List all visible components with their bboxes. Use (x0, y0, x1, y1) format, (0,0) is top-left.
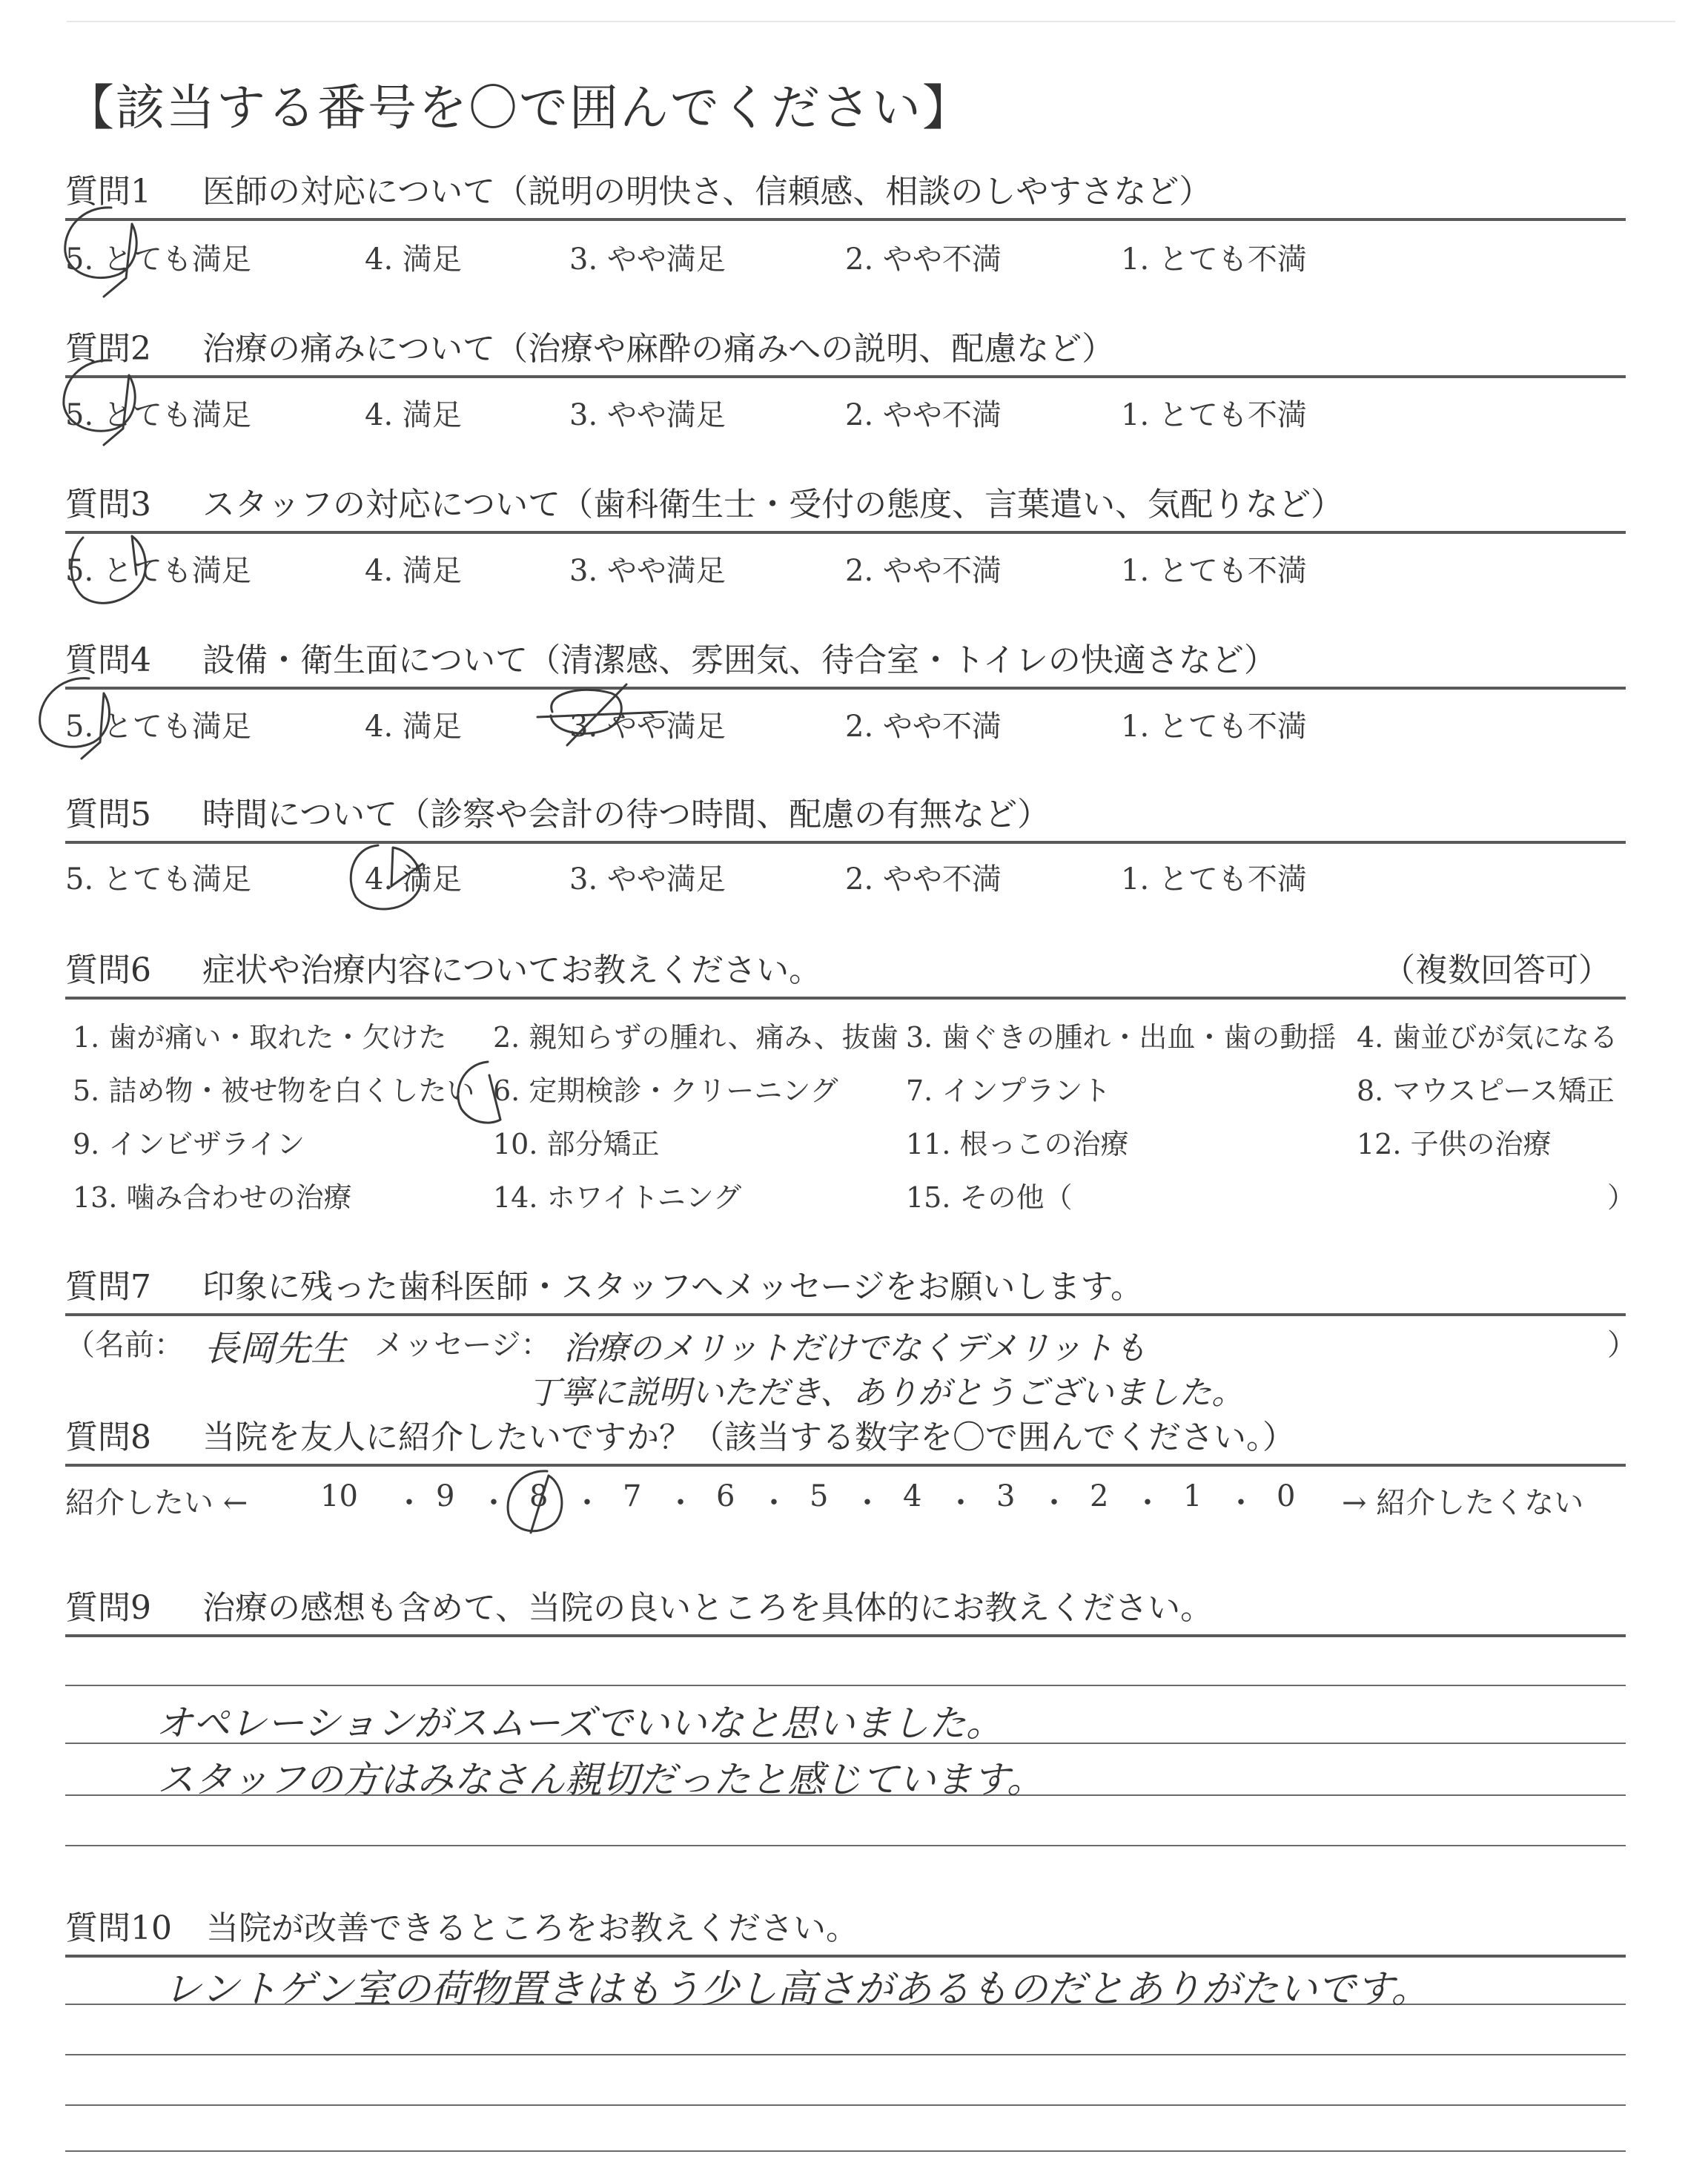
scale-value-6[interactable]: 6 (716, 1479, 735, 1513)
scale-separator: ・ (572, 1486, 602, 1520)
option-5[interactable]: 5. とても満足 (65, 554, 251, 588)
option-5[interactable]: 5. とても満足 (65, 862, 251, 896)
scale-separator: ・ (759, 1486, 789, 1520)
scale-value-4[interactable]: 4 (903, 1479, 922, 1513)
divider (65, 218, 1626, 221)
question-label: 質問8 (65, 1418, 151, 1456)
message-label: メッセージ： (374, 1328, 551, 1362)
option-1[interactable]: 1. とても不満 (1121, 710, 1307, 744)
question-text: 治療の痛みについて（治療や麻酔の痛みへの説明、配慮など） (202, 330, 1115, 368)
answer-line (65, 1685, 1626, 1686)
option-3[interactable]: 3. やや満足 (569, 710, 726, 744)
symptom-option-6[interactable]: 6. 定期検診・クリーニング (493, 1074, 838, 1107)
option-2[interactable]: 2. やや不満 (845, 710, 1002, 744)
option-2[interactable]: 2. やや不満 (845, 398, 1002, 432)
divider (65, 1464, 1626, 1467)
question-text: 当院が改善できるところをお教えください。 (206, 1909, 858, 1947)
question-label: 質問4 (65, 641, 151, 679)
option-4[interactable]: 4. 満足 (365, 242, 462, 277)
scale-separator: ・ (394, 1486, 424, 1520)
symptom-option-8[interactable]: 8. マウスピース矯正 (1357, 1074, 1615, 1107)
option-2[interactable]: 2. やや不満 (845, 554, 1002, 588)
scale-value-3[interactable]: 3 (996, 1479, 1016, 1513)
scale-value-10[interactable]: 10 (320, 1479, 358, 1513)
question-5-header (65, 785, 1626, 844)
divider (65, 531, 1626, 534)
scale-separator: ・ (853, 1486, 882, 1520)
option-3[interactable]: 3. やや満足 (569, 862, 726, 896)
question-label: 質問2 (65, 330, 151, 368)
scale-value-9[interactable]: 9 (436, 1479, 455, 1513)
message-handwritten-line1[interactable]: 治療のメリットだけでなくデメリットも (563, 1330, 1147, 1367)
scale-separator: ・ (1133, 1486, 1162, 1520)
option-1[interactable]: 1. とても不満 (1121, 242, 1307, 277)
option-3[interactable]: 3. やや満足 (569, 398, 726, 432)
question-label: 質問7 (65, 1268, 151, 1306)
symptom-option-11[interactable]: 11. 根っこの治療 (906, 1128, 1129, 1160)
option-3[interactable]: 3. やや満足 (569, 242, 726, 277)
answer-line (65, 1845, 1626, 1846)
option-5[interactable]: 5. とても満足 (65, 710, 251, 744)
question-6-header (65, 940, 1626, 1000)
question-label: 質問5 (65, 796, 151, 833)
question-text: 時間について（診察や会計の待つ時間、配慮の有無など） (202, 796, 1050, 833)
question-1-header (65, 162, 1626, 221)
scale-value-5[interactable]: 5 (810, 1479, 829, 1513)
scale-separator: ・ (946, 1486, 976, 1520)
question-10-header (65, 1898, 1626, 1958)
question-label: 質問6 (65, 951, 151, 989)
divider (65, 687, 1626, 690)
question-text: 印象に残った歯科医師・スタッフへメッセージをお願いします。 (202, 1268, 1143, 1306)
good-points-handwritten-line2[interactable]: スタッフの方はみなさん親切だったと感じています。 (157, 1758, 1044, 1801)
question-label: 質問3 (65, 486, 151, 524)
option-5[interactable]: 5. とても満足 (65, 242, 251, 277)
scale-separator: ・ (1226, 1486, 1256, 1520)
question-2-header (65, 319, 1626, 378)
option-3[interactable]: 3. やや満足 (569, 554, 726, 588)
name-label: （名前： (65, 1328, 184, 1362)
question-7-header (65, 1257, 1626, 1316)
question-4-header (65, 630, 1626, 690)
option-4[interactable]: 4. 満足 (365, 554, 462, 588)
option-5[interactable]: 5. とても満足 (65, 398, 251, 432)
symptom-option-12[interactable]: 12. 子供の治療 (1357, 1128, 1552, 1160)
question-label: 質問1 (65, 173, 151, 211)
divider (65, 841, 1626, 844)
question-text: 医師の対応について（説明の明快さ、信頼感、相談のしやすさなど） (202, 173, 1212, 211)
question-label: 質問9 (65, 1589, 151, 1627)
scale-value-0[interactable]: 0 (1277, 1479, 1296, 1513)
question-text: 設備・衛生面について（清潔感、雰囲気、待合室・トイレの快適さなど） (202, 641, 1277, 679)
multiple-answer-note: （複数回答可） (1383, 951, 1611, 989)
symptom-option-10[interactable]: 10. 部分矯正 (493, 1128, 660, 1160)
option-1[interactable]: 1. とても不満 (1121, 554, 1307, 588)
symptom-option-2[interactable]: 2. 親知らずの腫れ、痛み、抜歯 (493, 1021, 898, 1054)
top-border (67, 21, 1675, 22)
symptom-option-14[interactable]: 14. ホワイトニング (493, 1181, 742, 1214)
doctor-name-handwritten[interactable]: 長岡先生 (204, 1328, 347, 1370)
option-2[interactable]: 2. やや不満 (845, 242, 1002, 277)
divider (65, 1634, 1626, 1637)
option-1[interactable]: 1. とても不満 (1121, 862, 1307, 896)
symptom-option-7[interactable]: 7. インプラント (906, 1074, 1111, 1107)
symptom-option-5[interactable]: 5. 詰め物・被せ物を白くしたい (73, 1074, 475, 1107)
answer-line (65, 2054, 1626, 2055)
option-4[interactable]: 4. 満足 (365, 398, 462, 432)
question-9-header (65, 1578, 1626, 1637)
divider (65, 997, 1626, 1000)
good-points-handwritten-line1[interactable]: オペレーションがスムーズでいいなと思いました。 (156, 1702, 1003, 1745)
answer-line (65, 2150, 1626, 2152)
scale-value-7[interactable]: 7 (623, 1479, 642, 1513)
message-close-paren: ） (1607, 1328, 1637, 1362)
scale-right-label: → 紹介したくない (1342, 1486, 1584, 1520)
symptom-option-15[interactable]: 15. その他（ (906, 1181, 1073, 1214)
question-text: スタッフの対応について（歯科衛生士・受付の態度、言葉遣い、気配りなど） (202, 486, 1344, 524)
scale-separator: ・ (666, 1486, 695, 1520)
scale-value-8[interactable]: 8 (529, 1479, 549, 1513)
question-text: 治療の感想も含めて、当院の良いところを具体的にお教えください。 (202, 1589, 1214, 1627)
symptom-option-9[interactable]: 9. インビザライン (73, 1128, 305, 1160)
option-1[interactable]: 1. とても不満 (1121, 398, 1307, 432)
form-title: 【該当する番号を〇で囲んでください】 (65, 79, 973, 136)
answer-line (65, 2104, 1626, 2106)
question-3-header (65, 475, 1626, 534)
symptom-option-3[interactable]: 3. 歯ぐきの腫れ・出血・歯の動揺 (906, 1021, 1337, 1054)
improvement-handwritten-line1[interactable]: レントゲン室の荷物置きはもう少し高さがあるものだとありがたいです。 (163, 1967, 1430, 2012)
message-handwritten-line2[interactable]: 丁寧に説明いただき、ありがとうございました。 (528, 1374, 1245, 1412)
question-8-header (65, 1407, 1626, 1467)
scale-value-1[interactable]: 1 (1183, 1479, 1202, 1513)
scale-separator: ・ (1039, 1486, 1069, 1520)
scale-separator: ・ (479, 1486, 509, 1520)
scale-value-2[interactable]: 2 (1090, 1479, 1109, 1513)
scale-left-label: 紹介したい ← (65, 1486, 248, 1520)
option-4[interactable]: 4. 満足 (365, 862, 462, 896)
divider (65, 375, 1626, 378)
divider (65, 1313, 1626, 1316)
option-4[interactable]: 4. 満足 (365, 710, 462, 744)
other-close-paren: ） (1607, 1181, 1636, 1214)
symptom-option-4[interactable]: 4. 歯並びが気になる (1357, 1021, 1618, 1054)
symptom-option-1[interactable]: 1. 歯が痛い・取れた・欠けた (73, 1021, 447, 1054)
symptom-option-13[interactable]: 13. 噛み合わせの治療 (73, 1181, 352, 1214)
question-text: 症状や治療内容についてお教えください。 (202, 951, 822, 989)
question-text: 当院を友人に紹介したいですか？（該当する数字を〇で囲んでください。） (202, 1418, 1295, 1456)
option-2[interactable]: 2. やや不満 (845, 862, 1002, 896)
question-label: 質問10 (65, 1909, 172, 1947)
